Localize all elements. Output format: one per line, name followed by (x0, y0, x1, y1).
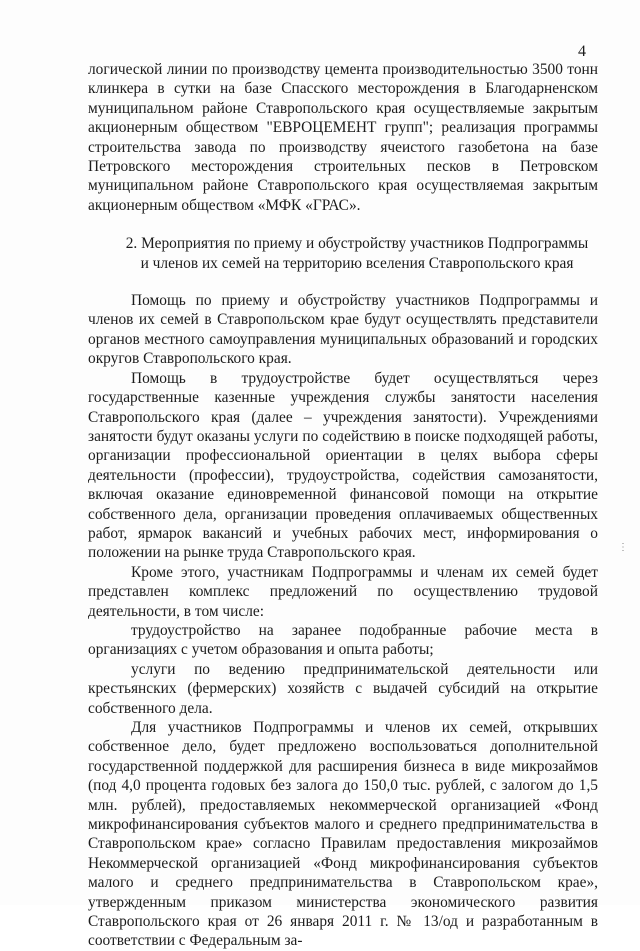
document-body (88, 60, 598, 951)
list-item-employment: трудоустройство на заранее подобранные рабочие места в организациях с учетом образования и опыта работы; (88, 621, 598, 659)
paragraph-microloans: Для участников Подпрограммы и членов их семей, открывших собственное дело, будет предложено воспользоваться дополнительной государственной поддержкой для расширения бизнеса в виде микрозаймов (под 4,0 процента годовых без залога до 150,0 тыс. рублей, с залогом до 1,5 млн. рублей), предоставляемых некоммерческой организацией «Фонд микрофинансирования субъектов малого и среднего предпринимательства в Ставропольском крае» согласно Правилам предоставления микрозаймов Некоммерческой организацией «Фонд микрофинансирования субъектов малого и среднего предпринимательства в Ставропольском крае», утвержденным приказом министерства экономического развития Ставропольского края от 26 января 2011 г. № 13/од и разработанным в соответствии с Федеральным за- (88, 719, 598, 950)
margin-mark: ⋮ (618, 542, 628, 553)
page-number: 4 (578, 43, 586, 60)
section-heading-line-1: 2. Мероприятия по приему и обустройству участников Подпрограммы (125, 235, 589, 253)
paragraph-employment-assistance: Помощь в трудоустройстве будет осуществляться через государственные казенные учреждения службы занятости населения Ставропольского края (далее – учреждения занятости). Учреждениями занятости будут оказаны услуги по содействию в поиске подходящей работы, организации профессиональной ориентации в целях выбора сферы деятельности (профессии), трудоустройства, содействия самозанятости, включая оказание единовременной финансовой помощи на открытие собственного дела, организации проведения оплачиваемых общественных работ, ярмарок вакансий и учебных рабочих мест, информирования о положении на рынке труда Ставропольского края. (88, 369, 598, 562)
list-item-business-services: услуги по ведению предпринимательской деятельности или крестьянских (фермерских) хозяйств с выдачей субсидий на открытие собственного дела. (88, 660, 598, 717)
paragraph-reception-assistance: Помощь по приему и обустройству участников Подпрограммы и членов их семей в Ставропольском крае будут осуществлять представители органов местного самоуправления муниципальных образований и городских округов Ставропольского края. (88, 292, 598, 368)
paragraph-proposals-intro: Кроме этого, участникам Подпрограммы и членам их семей будет представлен комплекс предложений по осуществлению трудовой деятельности, в том числе: (88, 563, 598, 620)
section-heading-line-2: и членов их семей на территорию вселения Ставропольского края (140, 254, 574, 272)
section-heading (88, 234, 598, 273)
opening-paragraph: логической линии по производству цемента производительностью 3500 тонн клинкера в сутки на базе Спасского месторождения в Благодарненском муниципальном районе Ставропольского края осуществляемые закрытым акционерным обществом "ЕВРОЦЕМЕНТ групп"; реализация программы строительства завода по производству ячеистого газобетона на базе Петровского месторождения строительных песков в Петровском муниципальном районе Ставропольского края осуществляемая закрытым акционерным обществом «МФК «ГРАС». (88, 61, 598, 214)
